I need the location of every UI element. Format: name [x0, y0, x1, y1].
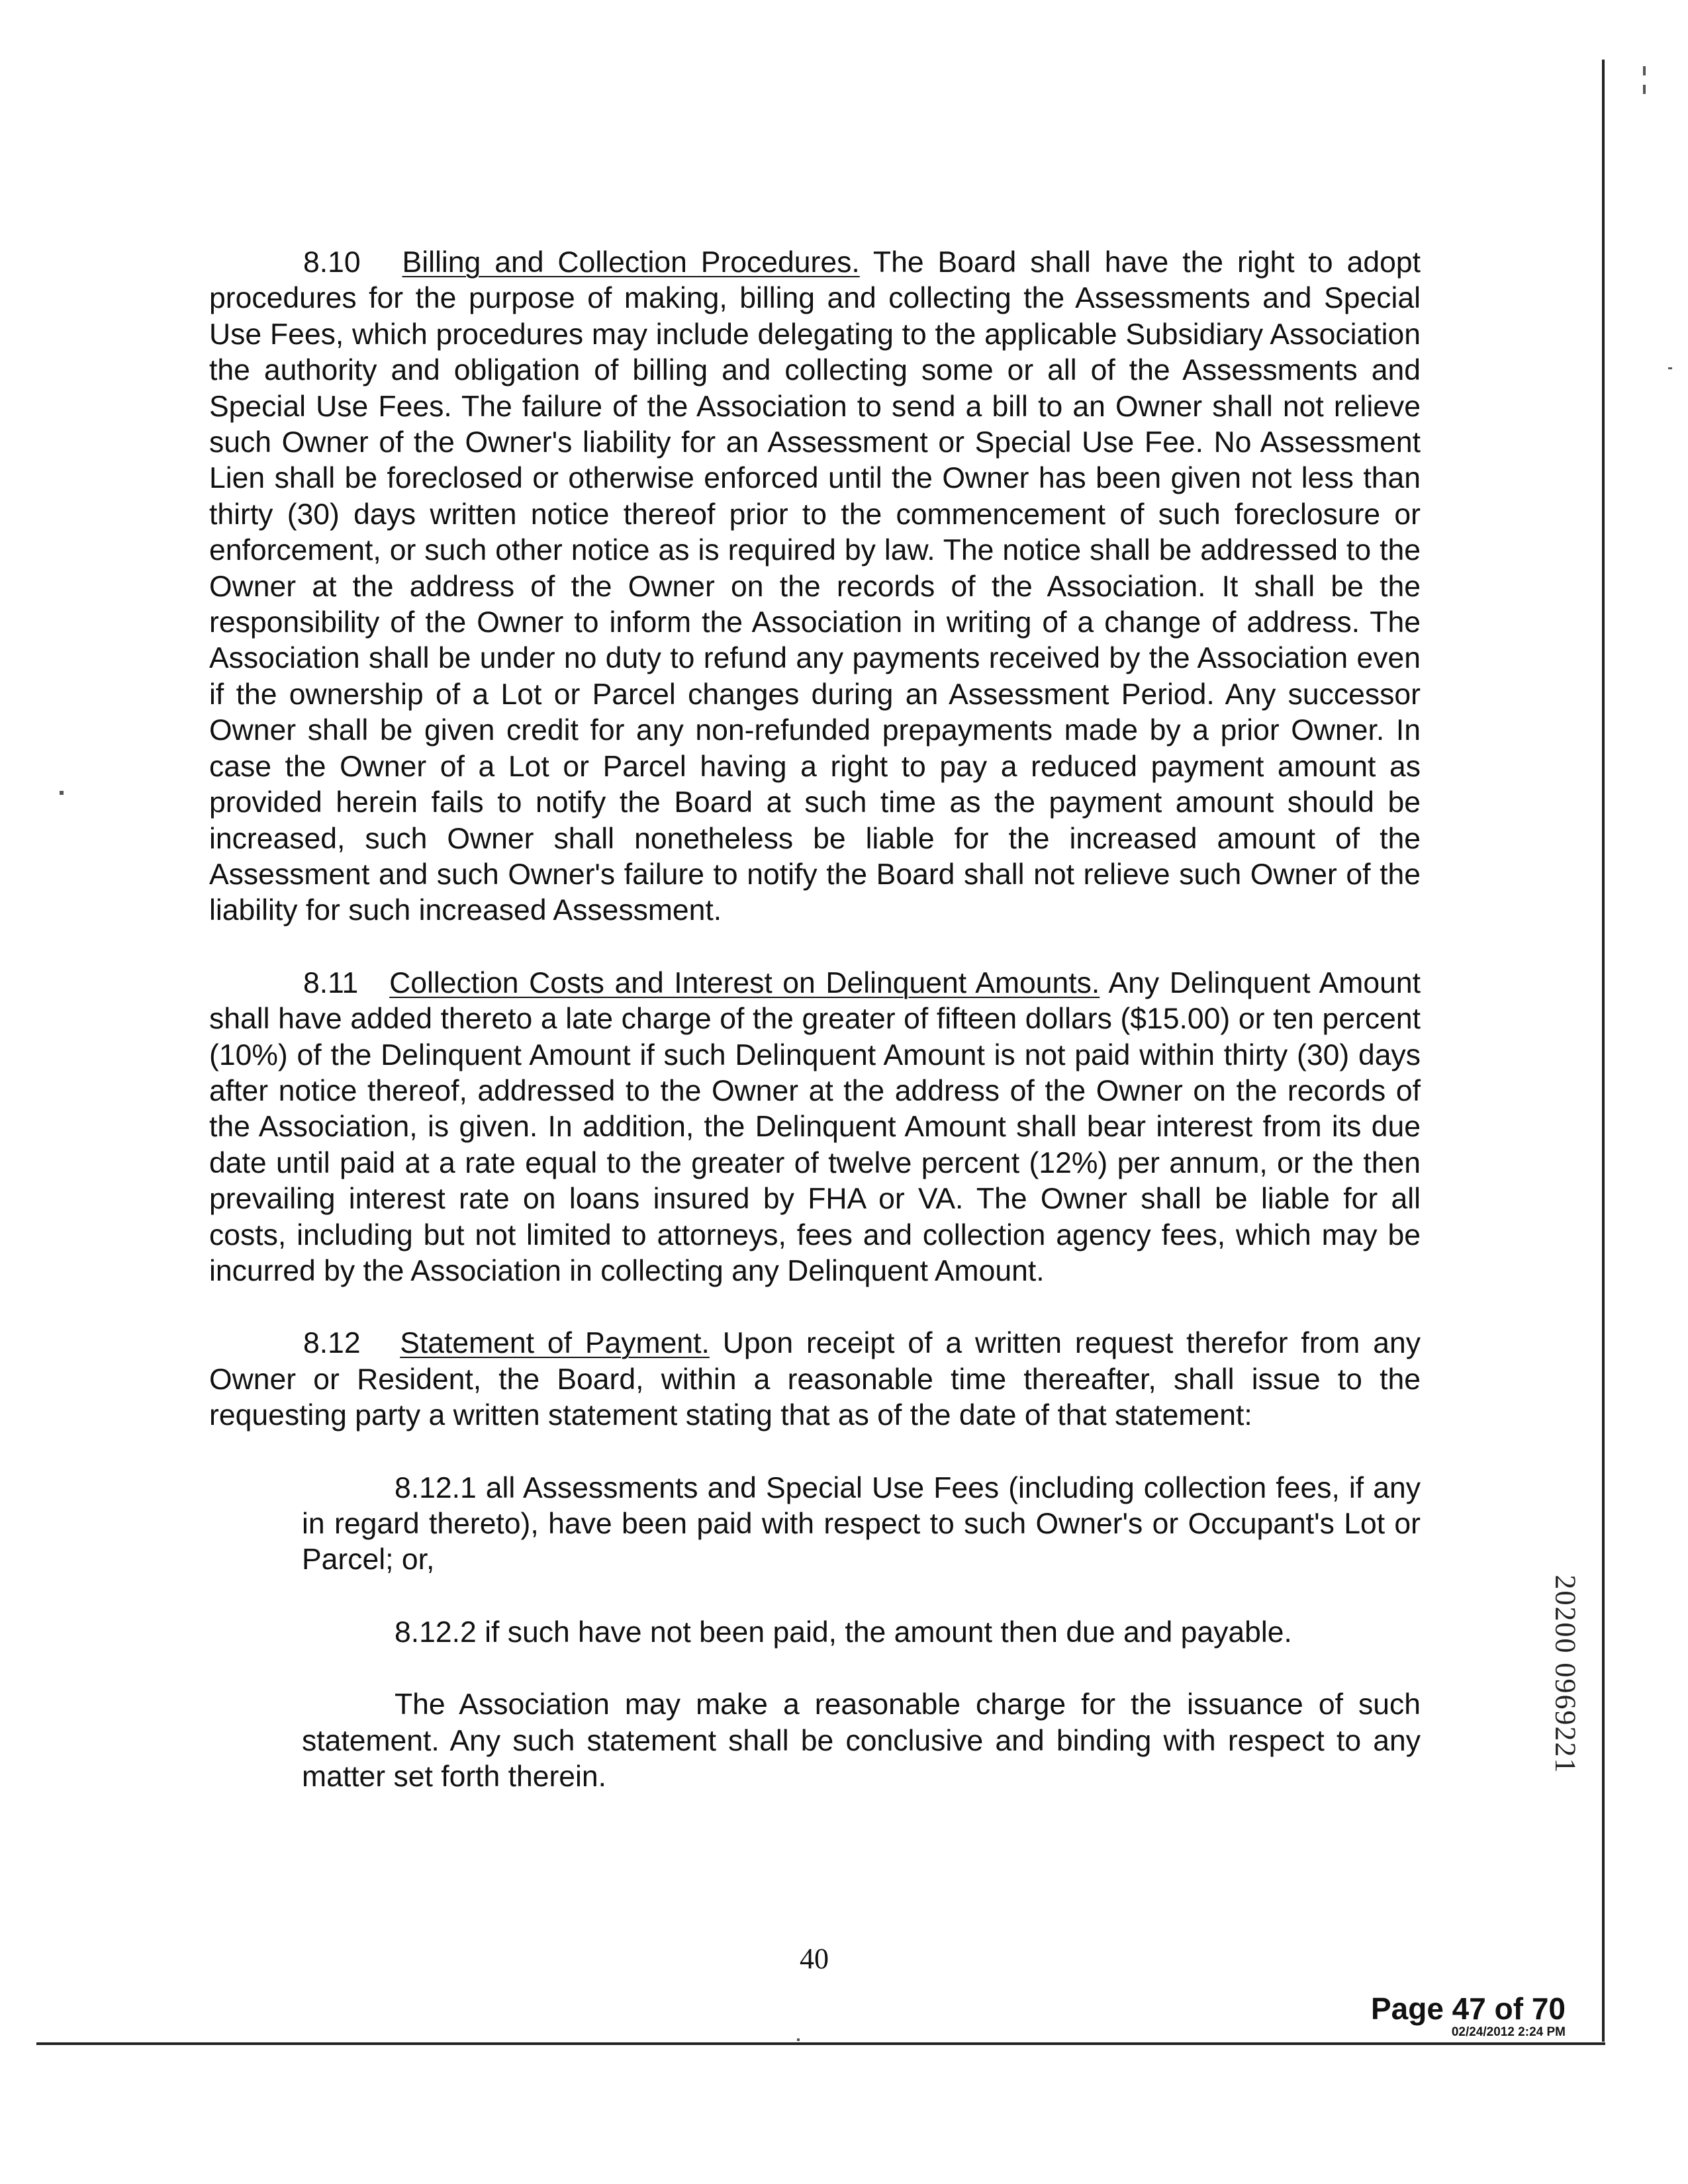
subsection-text: 8.12.1 all Assessments and Special Use Fees (including collection fees, if any in regard thereto), have been paid with respect to such Owner's or Occupant's Lot or Parcel; or, — [302, 1471, 1421, 1576]
right-margin-rule — [1602, 60, 1605, 2042]
closing-text: The Association may make a reasonable charge for the issuance of such statement. Any such statement shall be conclusive and binding with respect to any matter set forth therein. — [302, 1688, 1421, 1794]
scan-speck — [797, 2038, 800, 2041]
subsection-text: 8.12.2 if such have not been paid, the amount then due and payable. — [395, 1615, 1292, 1649]
page-number: 40 — [800, 1942, 829, 1975]
section-8-12 — [209, 1326, 1421, 1433]
section-heading: Billing and Collection Procedures. — [402, 246, 860, 279]
section-number: 8.10 — [303, 246, 361, 279]
bottom-margin-rule — [36, 2042, 1605, 2045]
section-number: 8.12 — [303, 1327, 361, 1360]
margin-stamp — [1549, 1542, 1582, 1807]
section-text: Any Delinquent Amount shall have added thereto a late charge of the greater of fifteen dollars ($15.00) or ten percent (10%) of the Delinquent Amount if such Delinquent Amount is not paid within thirty (30) days after notice thereof, addressed to the Owner at the address of the Owner on the records of the Association, is given. In addition, the Delinquent Amount shall bear interest from its due date until paid at a rate equal to the greater of twelve percent (12%) per annum, or the then prevailing interest rate on loans insured by FHA or VA. The Owner shall be liable for all costs, including but not limited to attorneys, fees and collection agency fees, which may be incurred by the Association in collecting any Delinquent Amount. — [209, 966, 1421, 1287]
document-body — [209, 245, 1421, 1831]
scan-speck — [1643, 85, 1646, 94]
page-of-count: Page 47 of 70 — [1370, 1991, 1566, 2026]
section-8-11 — [209, 966, 1421, 1290]
closing-paragraph — [302, 1687, 1421, 1795]
section-8-10 — [209, 245, 1421, 929]
scan-speck — [1643, 66, 1646, 75]
scan-speck — [60, 791, 64, 795]
section-heading: Statement of Payment. — [400, 1327, 710, 1360]
subsection-8-12-2 — [302, 1615, 1421, 1651]
section-heading: Collection Costs and Interest on Delinquent Amounts. — [389, 966, 1100, 999]
record-timestamp: 02/24/2012 2:24 PM — [1451, 2025, 1566, 2039]
scan-speck — [1668, 367, 1672, 369]
section-text: The Board shall have the right to adopt procedures for the purpose of making, billing and collecting the Assessments and Special Use Fees, which procedures may include delegating to the applicable Subsidiary Association the authority and obligation of billing and collecting some or all of the Assessments and Special Use Fees. The failure of the Association to send a bill to an Owner shall not relieve such Owner of the Owner's liability for an Assessment or Special Use Fee. No Assessment Lien shall be foreclosed or otherwise enforced until the Owner has been given not less than thirty (30) days written notice thereof prior to the commencement of such foreclosure or enforcement, or such other notice as is required by law. The notice shall be addressed to the Owner at the address of the Owner on the records of the Association. It shall be the responsibility of the Owner to inform the Association in writing of a change of address. The Association shall be under no duty to refund any payments received by the Association even if the ownership of a Lot or Parcel changes during an Assessment Period. Any successor Owner shall be given credit for any non-refunded prepayments made by a prior Owner. In case the Owner of a Lot or Parcel having a right to pay a reduced payment amount as provided herein fails to notify the Board at such time as the payment amount should be increased, such Owner shall nonetheless be liable for the increased amount of the Assessment and such Owner's failure to notify the Board shall not relieve such Owner of the liability for such increased Assessment. — [209, 246, 1421, 927]
section-number: 8.11 — [303, 966, 359, 999]
subsection-8-12-1 — [302, 1471, 1421, 1578]
recording-page-info — [1371, 1992, 1566, 2040]
margin-stamp-text: 20200 0969221 — [1549, 1574, 1582, 1774]
section-text: Upon receipt of a written request therefor from any Owner or Resident, the Board, within a reasonable time thereafter, shall issue to the requesting party a written statement stating that as of the date of that statement: — [209, 1327, 1421, 1432]
